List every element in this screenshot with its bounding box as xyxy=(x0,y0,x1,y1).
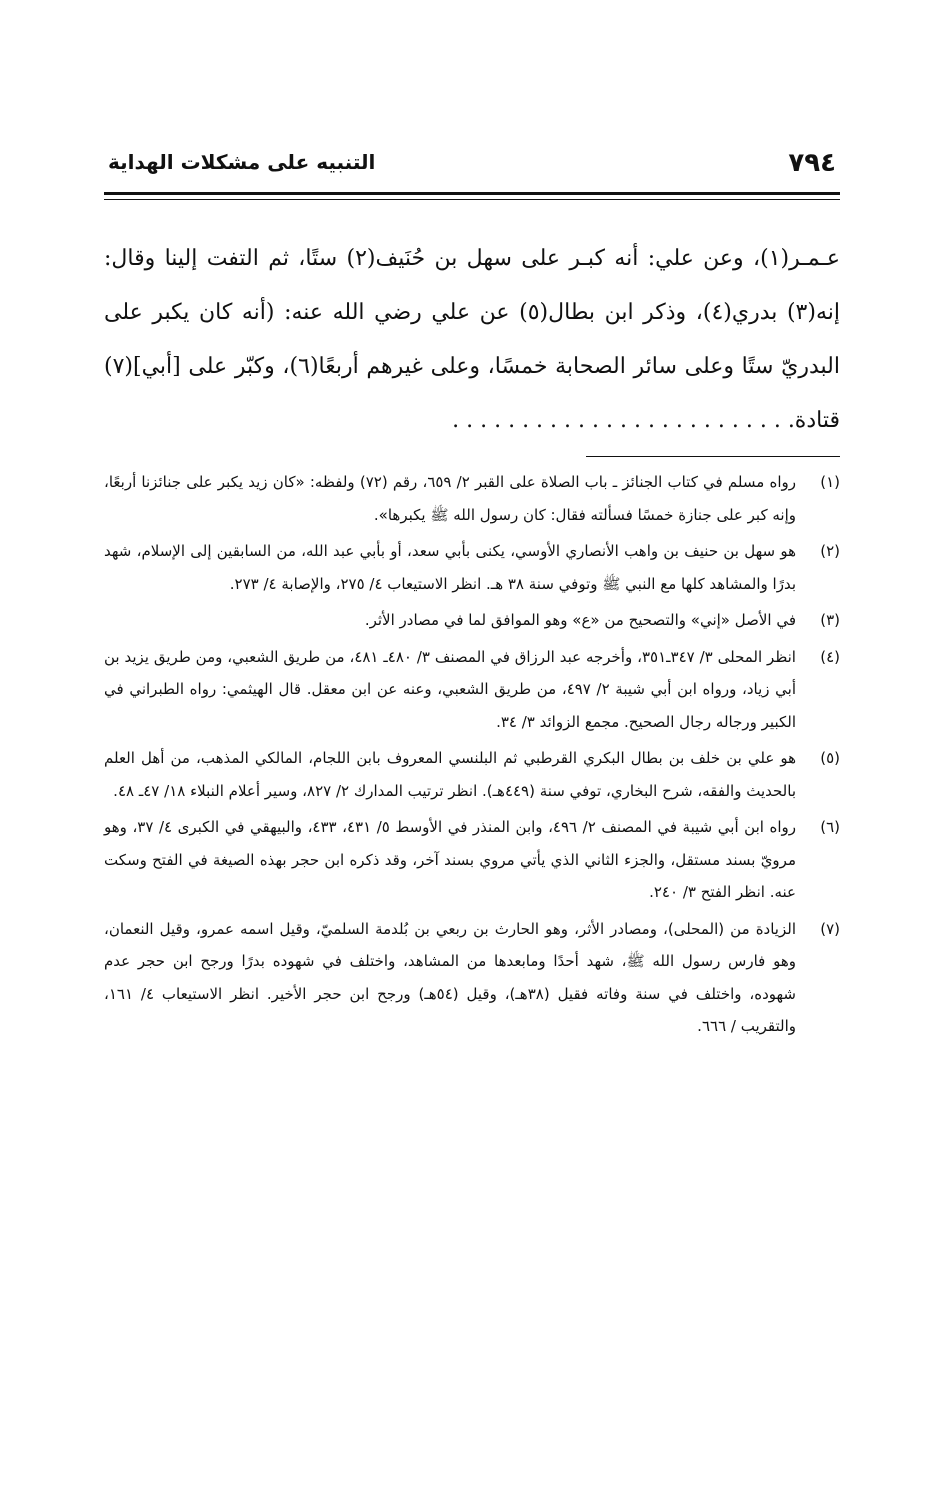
footnote-7 xyxy=(104,913,840,1043)
main-paragraph: عـمـر(١)، وعن علي: أنه كبـر على سهل بن حُنَيف(٢) ستًا، ثم التفت إلينا وقال: إنه(٣) بدري(٤)، وذكر ابن بطال(٥) عن علي رضي الله عنه: (أنه كان يكبر على البدريّ ستًا وعلى سائر الصحابة خمسًا، وعلى غيرهم أربعًا(٦)، وكبّر على [أبي](٧) قتادة. . . . . . . . . . . . . . . . . . . . . . . . . xyxy=(104,246,840,433)
footnotes xyxy=(104,466,840,1047)
footnote-text: رواه ابن أبي شيبة في المصنف ٢/ ٤٩٦، وابن المنذر في الأوسط ٥/ ٤٣١، ٤٣٣، والبيهقي في الكبرى ٤/ ٣٧، وهو مرويّ بسند مستقل، والجزء الثاني الذي يأتي مروي بسند آخر، وقد ذكره ابن حجر بهذه الصيغة في الفتح وسكت عنه. انظر الفتح ٣/ ٢٤٠. xyxy=(104,818,796,901)
page-header xyxy=(108,148,836,184)
footnote-1 xyxy=(104,466,840,531)
footnote-text: هو علي بن خلف بن بطال البكري القرطبي ثم البلنسي المعروف بابن اللجام، المالكي المذهب، من أهل العلم بالحديث والفقه، شرح البخاري، توفي سنة (٤٤٩هـ). انظر ترتيب المدارك ٢/ ٨٢٧، وسير أعلام النبلاء ١٨/ ٤٧ـ ٤٨. xyxy=(104,749,796,800)
footnote-number: (٦) xyxy=(820,818,840,836)
book-title: التنبيه على مشكلات الهداية xyxy=(108,150,376,174)
page-number: ٧٩٤ xyxy=(788,148,836,178)
footnote-6 xyxy=(104,811,840,909)
footnote-text: الزيادة من (المحلى)، ومصادر الأثر، وهو الحارث بن ربعي بن بُلدمة السلميّ، وقيل اسمه عمرو، وقيل النعمان، وهو فارس رسول الله ﷺ، شهد أحدًا ومابعدها من المشاهد، واختلف في شهوده بدرًا ورجح ابن حجر عدم شهوده، واختلف في سنة وفاته فقيل (٣٨هـ)، وقيل (٥٤هـ) ورجح ابن حجر الأخير. انظر الاستيعاب ٤/ ١٦١، والتقريب / ٦٦٦. xyxy=(104,919,797,1035)
footnote-number: (٣) xyxy=(820,611,840,629)
footnote-text: في الأصل «إني» والتصحيح من «ع» وهو الموافق لما في مصادر الأثر. xyxy=(364,611,796,629)
footnote-4 xyxy=(104,641,840,739)
footnote-text: رواه مسلم في كتاب الجنائز ـ باب الصلاة على القبر ٢/ ٦٥٩، رقم (٧٢) ولفظه: «كان زيد يكبر على جنائزنا أربعًا، وإنه كبر على جنازة خمسًا فسألته فقال: كان رسول الله ﷺ يكبرها». xyxy=(104,473,796,524)
footnote-number: (٧) xyxy=(820,919,840,938)
header-rule-thick xyxy=(104,192,840,195)
footnote-text: هو سهل بن حنيف بن واهب الأنصاري الأوسي، يكنى بأبي سعد، أو بأبي عبد الله، من السابقين إلى الإسلام، شهد بدرًا والمشاهد كلها مع النبي ﷺ وتوفي سنة ٣٨ هـ. انظر الاستيعاب ٤/ ٢٧٥، والإصابة ٤/ ٢٧٣. xyxy=(104,542,796,593)
footnote-number: (١) xyxy=(820,473,840,491)
footnote-3 xyxy=(104,604,840,637)
footnote-text: انظر المحلى ٣/ ٣٤٧ـ٣٥١، وأخرجه عبد الرزاق في المصنف ٣/ ٤٨٠ـ ٤٨١، من طريق الشعبي، ومن طريق يزيد بن أبي زياد، ورواه ابن أبي شيبة ٢/ ٤٩٧، من طريق الشعبي، وعنه عن ابن معقل. قال الهيثمي: رواه الطبراني في الكبير ورجاله رجال الصحيح. مجمع الزوائد ٣/ ٣٤. xyxy=(104,647,796,731)
footnote-separator xyxy=(586,456,840,457)
footnote-5 xyxy=(104,742,840,807)
main-body xyxy=(104,232,840,448)
footnote-number: (٢) xyxy=(820,542,840,560)
footnote-2 xyxy=(104,535,840,600)
footnote-number: (٥) xyxy=(820,749,840,767)
footnote-number: (٤) xyxy=(820,647,840,666)
header-rule-thin xyxy=(104,199,840,200)
